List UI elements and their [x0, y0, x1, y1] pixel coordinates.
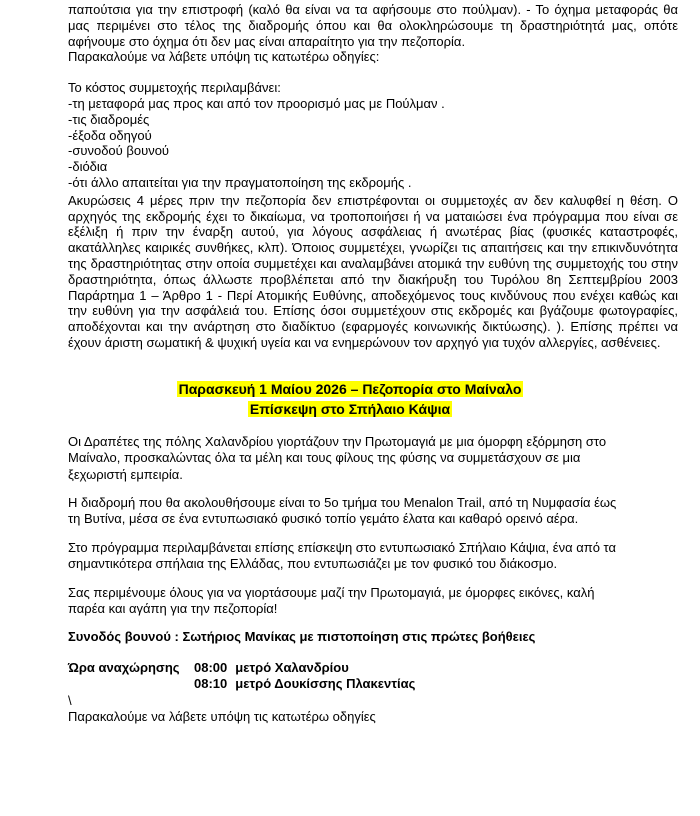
cost-item: -έξοδα οδηγού [68, 127, 152, 143]
event-heading-line1: Παρασκευή 1 Μαίου 2026 – Πεζοπορία στο Μαίναλο [178, 380, 522, 397]
cost-item: -ότι άλλο απαιτείται για την πραγματοποίηση της εκδρομής . [68, 174, 412, 190]
cost-item: -συνοδού βουνού [68, 143, 170, 159]
departure-row [68, 676, 632, 692]
event-paragraph: Σας περιμένουμε όλους για να γιορτάσουμε μαζί την Πρωτομαγιά, με όμορφες εικόνες, καλή παρέα και αγάπη για την πεζοπορία! [68, 584, 595, 616]
departure-section [68, 660, 632, 693]
departure-station: μετρό Χαλανδρίου [235, 659, 349, 675]
event-heading-row [68, 379, 632, 399]
departure-time: 08:10 [194, 676, 228, 692]
departure-time: 08:00 [194, 659, 228, 675]
cost-section [68, 80, 678, 191]
cost-heading: Το κόστος συμμετοχής περιλαμβάνει: [68, 80, 281, 96]
event-heading [68, 379, 632, 419]
event-heading-line2: Επίσκεψη στο Σπήλαιο Κάψια [249, 400, 451, 417]
departure-station: μετρό Δουκίσσης Πλακεντίας [235, 676, 416, 692]
event-paragraph: Στο πρόγραμμα περιλαμβάνεται επίσης επίσκεψη στο εντυπωσιακό Σπήλαιο Κάψια, ένα από τα σημαντικότερα σπήλαια της Ελλάδας, που εντυπωσιάζει με τον φυσικό του διάκοσμο. [68, 539, 616, 572]
event-description-section [68, 434, 632, 726]
event-paragraph: Η διαδρομή που θα ακολουθήσουμε είναι το 5ο τμήμα του Menalon Trail, από τη Νυμφασία έως τη Βυτίνα, μέσα σε ένα εντυπωσιακό φυσικό τοπίο γεμάτο έλατα και καθαρό ορεινό αέρα. [68, 494, 617, 527]
footer-line: Παρακαλούμε να λάβετε υπόψη τις κατωτέρω οδηγίες [68, 709, 376, 725]
backslash-char: \ [68, 692, 72, 708]
cost-item: -τη μεταφορά μας προς και από τον προορισμό μας με Πούλμαν . [68, 95, 445, 111]
intro-paragraph: παπούτσια για την επιστροφή (καλό θα είναι να τα αφήσουμε στο πούλμαν). - Το όχημα μεταφοράς θα μας περιμένει στο τέλος της διαδρομής όπου και θα ολοκληρώσουμε τη δραστηριότητά μας, οπότε αφήνουμε στο όχημα ότι δεν μας είναι απαραίτητο για την πεζοπορία. [68, 2, 678, 49]
cost-item: -τις διαδρομές [68, 111, 150, 127]
notice-line: Παρακαλούμε να λάβετε υπόψη τις κατωτέρω οδηγίες: [68, 49, 380, 65]
escort-line: Συνοδός βουνού : Σωτήριος Μανίκας με πιστοποίηση στις πρώτες βοήθειες [68, 629, 536, 645]
departure-label: Ώρα αναχώρησης [68, 659, 180, 675]
cancellation-paragraph: Ακυρώσεις 4 μέρες πριν την πεζοπορία δεν επιστρέφονται οι συμμετοχές αν δεν καλυφθεί η θέση. Ο αρχηγός της εκδρομής έχει το δικαίωμα, να τροποποιήσει ή να ματαιώσει ένα πρόγραμμα που είναι σε εξέλιξη ή πριν την έναρξη αυτού, για λόγους ασφάλειας ή ανωτέρας βίας (φυσικές καταστροφές, ακατάλληλες καιρικές συνθήκες, κλπ). Όποιος συμμετέχει, γνωρίζει τις απαιτήσεις και την επικινδυνότητα της δραστηριότητας στην οποία συμμετέχει και αναλαμβάνει ατομικά την ευθύνη της συμμετοχής του στην δραστηριότητα, όπως άλλωστε προβλέπεται από την διακήρυξη του Τυρόλου 8η Σεπτεμβρίου 2003 Παράρτημα 1 – Άρθρο 1 - Περί Ατομικής Ευθύνης, αποδεχόμενος τους κινδύνους που ενέχει καθώς και την ευθύνη για την ασφάλειά του. Επίσης όσοι συμμετέχουν στις εκδρομές και βγάζουμε φωτογραφίες, αποδέχονται και την ανάρτηση στο διαδίκτυο (εφαρμογές κοινωνικής δικτύωσης). ). Επίσης πρέπει να έχουν άριστη σωματική & ψυχική υγεία και να ενημερώνουν τον αρχηγό για τυχόν αλλεργίες, ασθένειες. [68, 192, 678, 350]
departure-row [68, 660, 632, 676]
event-heading-row [68, 399, 632, 419]
event-paragraph: Οι Δραπέτες της πόλης Χαλανδρίου γιορτάζουν την Πρωτομαγιά με μια όμορφη εξόρμηση στο Μαίναλο, προσκαλώντας όλα τα μέλη και τους φίλους της φύσης να συμμετάσχουν σε μια ξεχωριστή εμπειρία. [68, 433, 607, 482]
cost-item: -διόδια [68, 159, 108, 175]
